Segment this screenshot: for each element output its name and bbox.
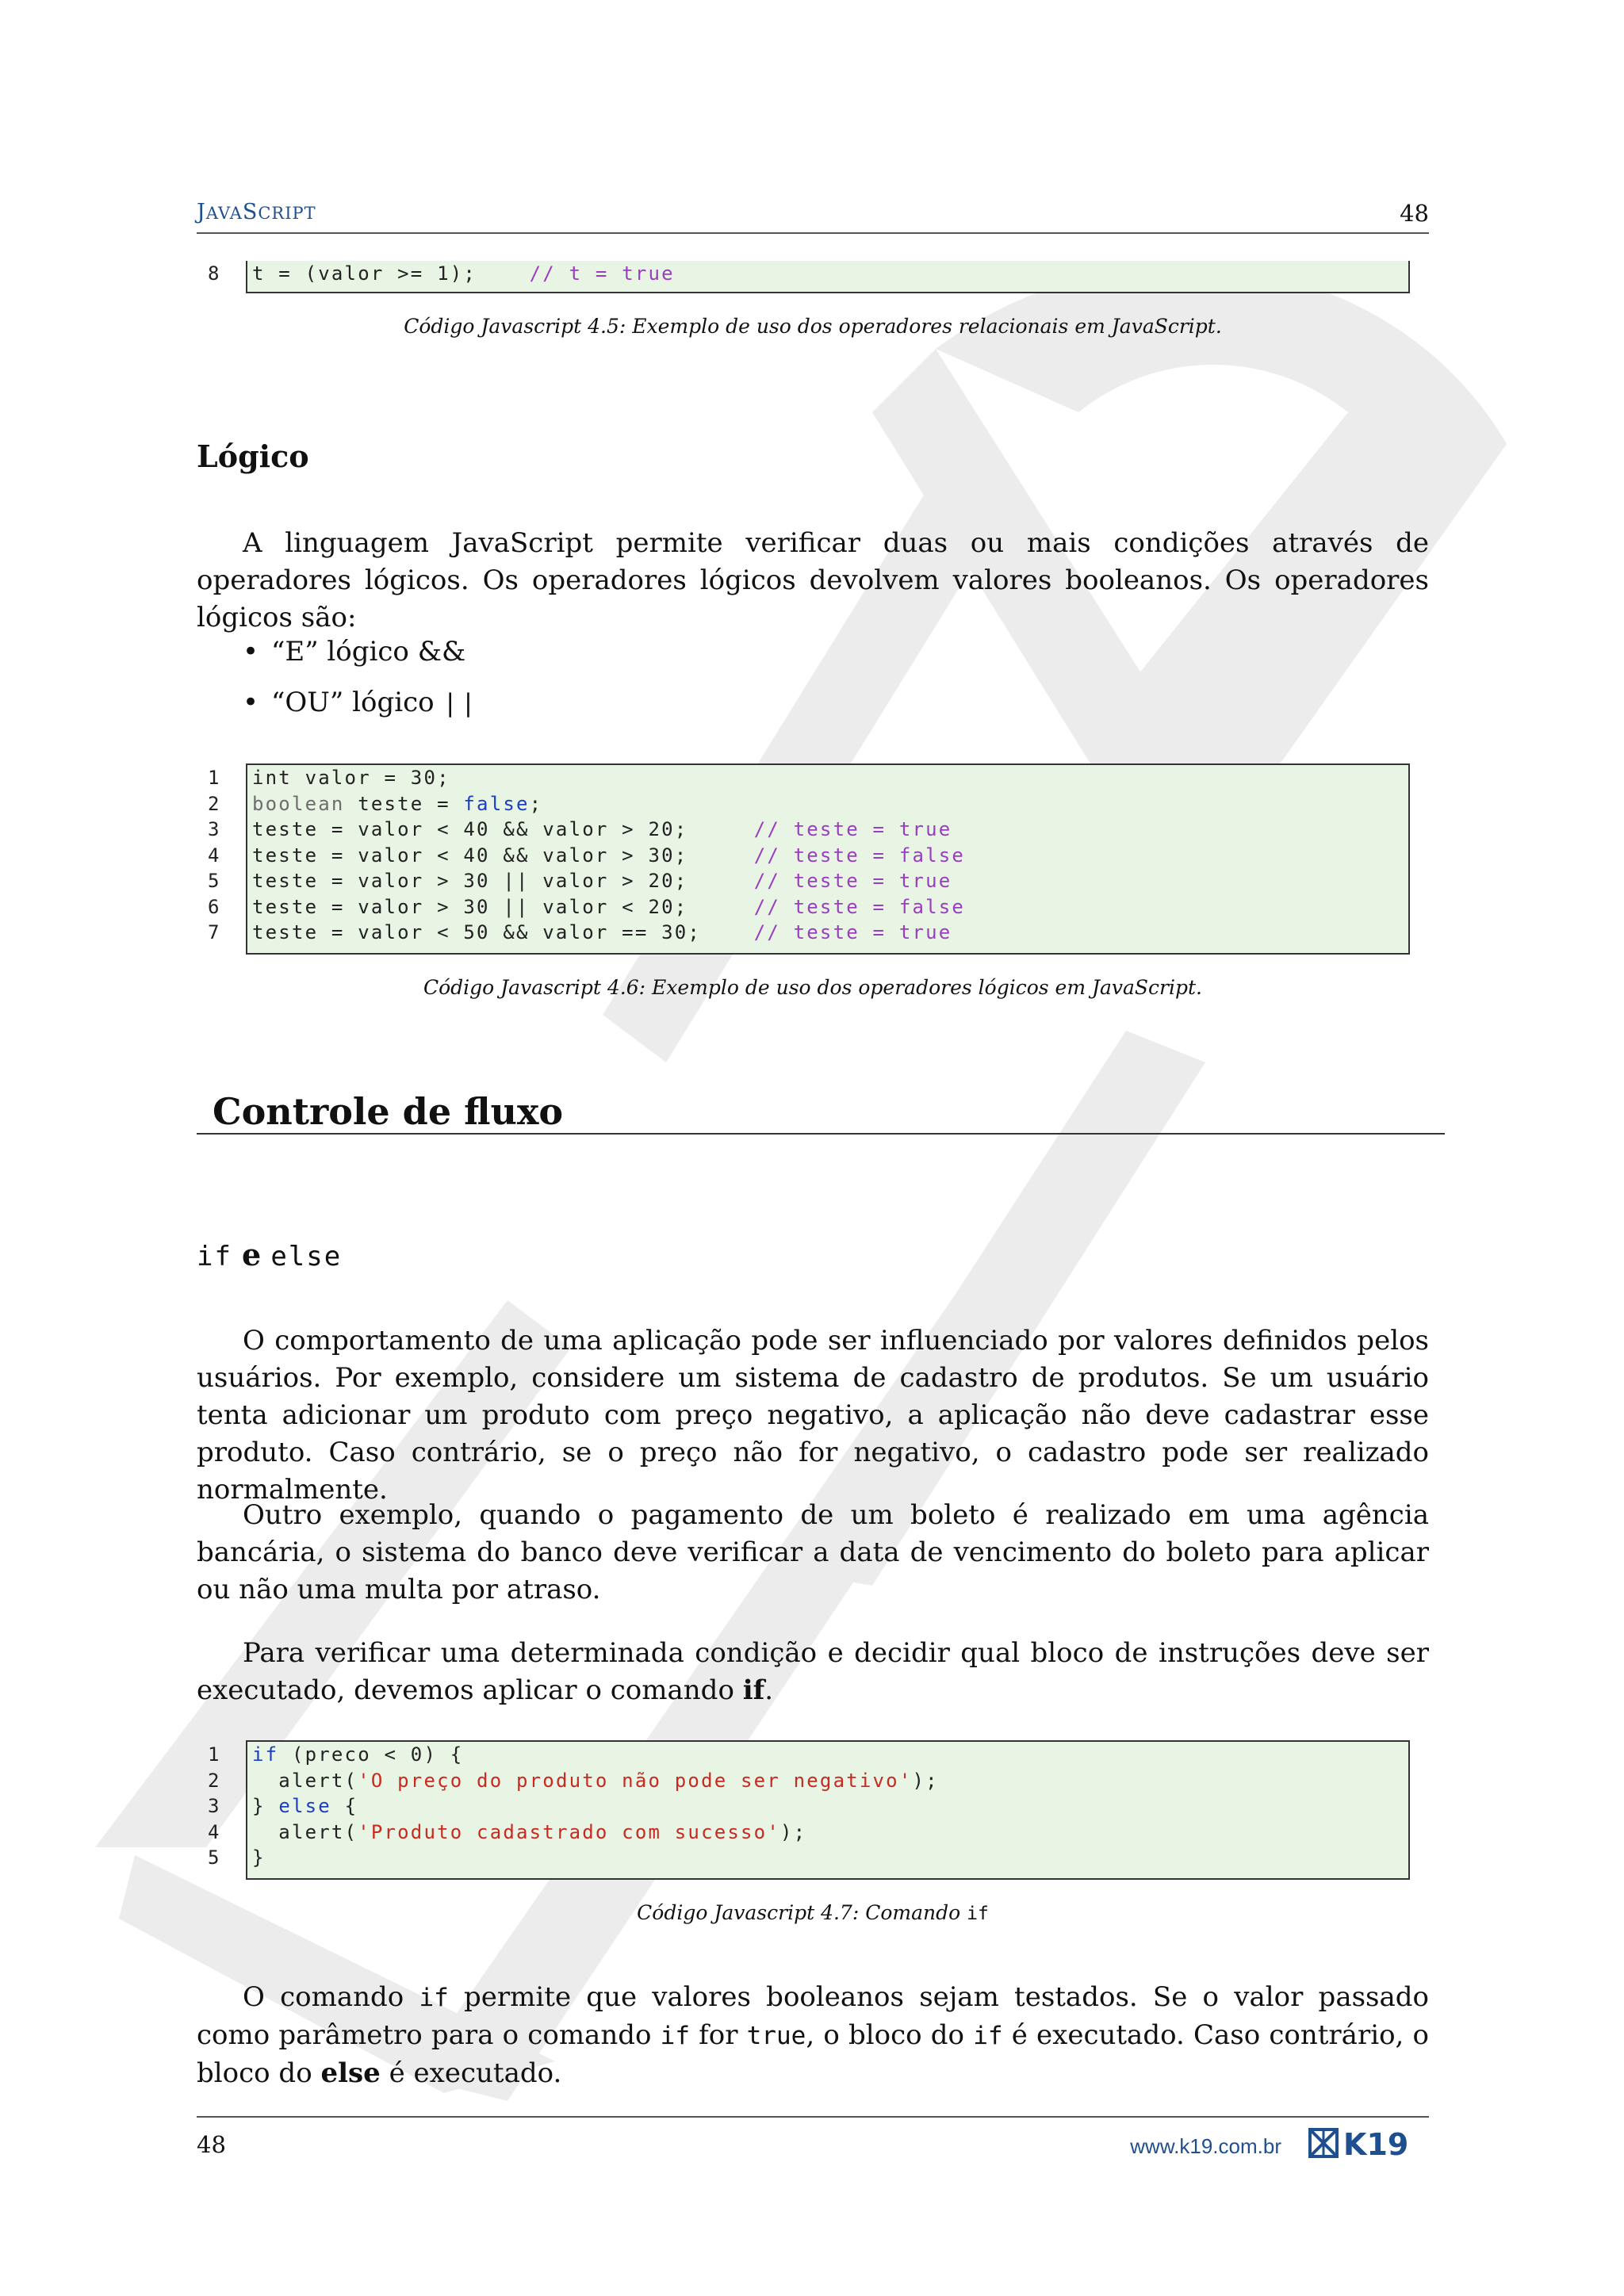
k19-logo bbox=[1308, 2126, 1429, 2163]
code-comment: // t = true bbox=[529, 262, 675, 285]
paragraph-comando-if: O comando if permite que valores booleanos sejam testados. Se o valor passado como parâmetro para o comando if for true, o bloco do if é executado. Caso contrário, o bloco do else é executado. bbox=[197, 1981, 1430, 2089]
code-text: ; bbox=[529, 792, 543, 815]
code-line bbox=[197, 1820, 1410, 1846]
code-line bbox=[197, 868, 1410, 894]
line-number: 1 bbox=[208, 767, 220, 790]
code-line bbox=[197, 843, 1410, 869]
code-text: teste = valor < 40 && valor > 30; bbox=[252, 844, 688, 867]
code-line bbox=[197, 920, 1410, 946]
bullet-item-and: • “E” lógico && bbox=[243, 636, 466, 668]
code-keyword: false bbox=[463, 792, 530, 815]
code-line bbox=[197, 765, 1410, 791]
code-line bbox=[197, 1742, 1410, 1768]
k19-logo-icon bbox=[1308, 2126, 1429, 2160]
line-number: 2 bbox=[208, 792, 220, 815]
code-comment: // teste = true bbox=[753, 818, 952, 841]
line-number: 7 bbox=[208, 921, 220, 944]
line-number: 3 bbox=[208, 1795, 220, 1818]
code-text: (preco < 0) { bbox=[278, 1743, 464, 1766]
line-number: 2 bbox=[208, 1769, 220, 1792]
code-comment: // teste = false bbox=[753, 895, 966, 918]
code-text: } bbox=[252, 1795, 279, 1818]
caption-listing-4-6: Código Javascript 4.6: Exemplo de uso dos operadores lógicos em JavaScript. bbox=[423, 976, 1203, 999]
code-text: alert( bbox=[252, 1820, 358, 1843]
line-number: 6 bbox=[208, 895, 220, 918]
code-text: teste = valor > 30 || valor < 20; bbox=[252, 895, 688, 918]
section-rule bbox=[197, 1133, 1445, 1135]
bullet-icon: • bbox=[243, 687, 259, 718]
paragraph-logico: A linguagem JavaScript permite verificar duas ou mais condições através de operadores lógicos. Os operadores lógicos devolvem valores booleanos. Os operadores lógicos são: bbox=[197, 527, 1429, 633]
bullet-item-or: • “OU” lógico || bbox=[243, 687, 479, 718]
line-number: 4 bbox=[208, 844, 220, 867]
code-text: ); bbox=[779, 1820, 807, 1843]
caption-listing-4-7: Código Javascript 4.7: Comando if bbox=[637, 1901, 989, 1924]
code-text: } bbox=[252, 1846, 266, 1869]
code-line bbox=[197, 817, 1410, 843]
line-number: 5 bbox=[208, 1846, 220, 1869]
code-string: 'Produto cadastrado com sucesso' bbox=[358, 1820, 780, 1843]
code-listing-4-7 bbox=[197, 1740, 1410, 1871]
code-line bbox=[197, 261, 1410, 287]
code-text: teste = bbox=[344, 792, 464, 815]
code-keyword: if bbox=[252, 1743, 279, 1766]
code-listing-4-5 bbox=[197, 261, 1410, 287]
subsection-heading-logico: Lógico bbox=[197, 438, 309, 474]
code-comment: // teste = true bbox=[753, 921, 952, 944]
code-text: alert( bbox=[252, 1769, 358, 1792]
section-heading-controle-de-fluxo: Controle de fluxo bbox=[213, 1090, 564, 1133]
bullet-icon: • bbox=[243, 636, 259, 668]
header-rule bbox=[197, 232, 1429, 234]
line-number: 1 bbox=[208, 1743, 220, 1766]
code-line bbox=[197, 791, 1410, 817]
code-comment: // teste = true bbox=[753, 870, 952, 893]
code-comment: // teste = false bbox=[753, 844, 966, 867]
footer-rule bbox=[197, 2116, 1429, 2118]
paragraph-comportamento: O comportamento de uma aplicação pode ser influenciado por valores definidos pelos usuários. Por exemplo, considere um sistema de cadastro de produtos. Se um usuário tenta adicionar um produto com preço negativo, a aplicação não deve cadastrar esse produto. Caso contrário, se o preço não for negativo, o cadastro pode ser realizado normalmente. bbox=[197, 1325, 1429, 1506]
code-text: { bbox=[331, 1795, 358, 1818]
paragraph-boleto: Outro exemplo, quando o pagamento de um boleto é realizado em uma agência bancária, o sistema do banco deve verificar a data de vencimento do boleto para aplicar ou não uma multa por atraso. bbox=[197, 1499, 1429, 1605]
code-text: teste = valor < 50 && valor == 30; bbox=[252, 921, 702, 944]
subsection-heading-if-else: if e else bbox=[197, 1237, 343, 1272]
code-listing-4-6 bbox=[197, 763, 1410, 946]
paragraph-verificar: Para verificar uma determinada condição e decidir qual bloco de instruções deve ser executado, devemos aplicar o comando if. bbox=[197, 1637, 1429, 1706]
running-header-title: JAVASCRIPT bbox=[197, 200, 316, 224]
code-line bbox=[197, 894, 1410, 920]
code-string: 'O preço do produto não pode ser negativo' bbox=[358, 1769, 913, 1792]
line-number: 4 bbox=[208, 1820, 220, 1843]
code-text: t = (valor >= 1); bbox=[252, 262, 477, 285]
code-line bbox=[197, 1793, 1410, 1820]
code-keyword: else bbox=[278, 1795, 331, 1818]
code-text: ); bbox=[912, 1769, 939, 1792]
header-page-number: 48 bbox=[1400, 200, 1429, 227]
code-line bbox=[197, 1845, 1410, 1871]
code-text: int valor = 30; bbox=[252, 767, 450, 790]
code-type: boolean bbox=[252, 792, 345, 815]
line-number: 3 bbox=[208, 818, 220, 841]
footer-page-number: 48 bbox=[197, 2131, 226, 2158]
footer-url-link[interactable]: www.k19.com.br bbox=[1130, 2134, 1281, 2158]
caption-listing-4-5: Código Javascript 4.5: Exemplo de uso dos operadores relacionais em JavaScript. bbox=[404, 315, 1222, 338]
code-line bbox=[197, 1768, 1410, 1794]
code-text: teste = valor > 30 || valor > 20; bbox=[252, 870, 688, 893]
svg-text:K19: K19 bbox=[1343, 2127, 1409, 2160]
line-number: 5 bbox=[208, 870, 220, 893]
line-number: 8 bbox=[208, 262, 220, 285]
code-text: teste = valor < 40 && valor > 20; bbox=[252, 818, 688, 841]
